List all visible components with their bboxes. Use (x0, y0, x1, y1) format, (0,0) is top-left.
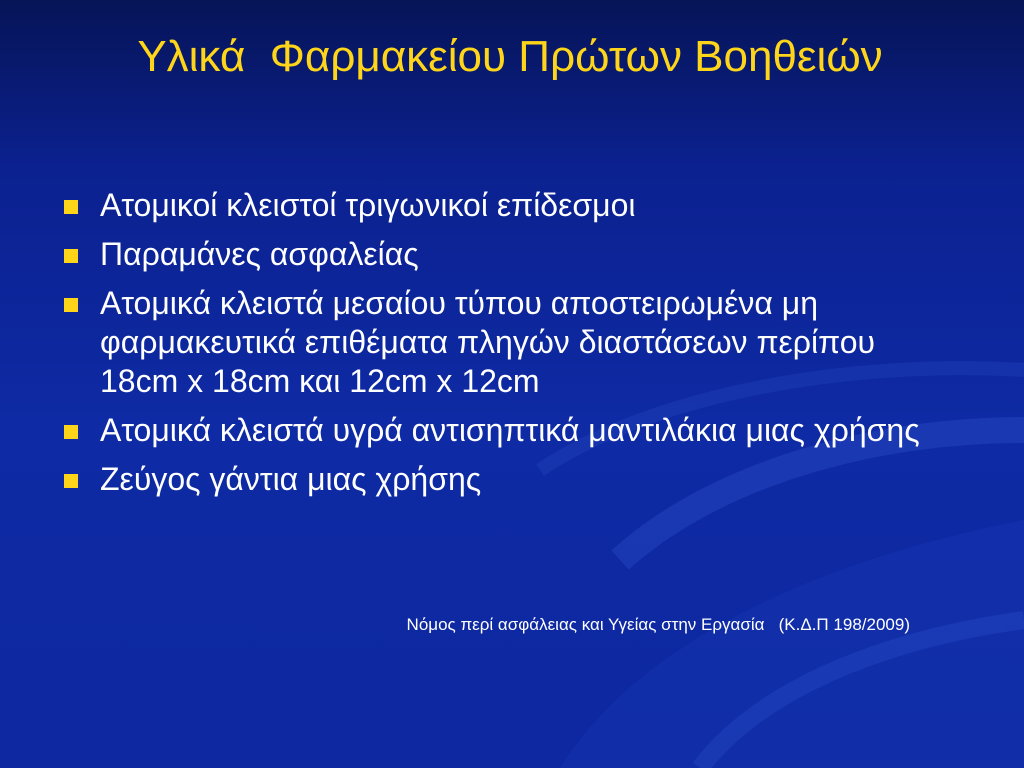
square-bullet-icon (64, 200, 78, 214)
bullet-item (60, 284, 960, 401)
bullet-text: Παραμάνες ασφαλείας (100, 236, 419, 272)
bullet-text: Ατομικά κλειστά υγρά αντισηπτικά μαντιλάκια μιας χρήσης (100, 412, 920, 448)
bullet-item (60, 411, 960, 450)
square-bullet-icon (64, 249, 78, 263)
bullet-text: Ατομικά κλειστά μεσαίου τύπου αποστειρωμένα μη φαρμακευτικά επιθέματα πληγών διαστάσεων περίπου 18cm x 18cm και 12cm x 12cm (100, 285, 876, 399)
bullet-list (60, 186, 960, 509)
bullet-item (60, 460, 960, 499)
slide-title: Υλικά Φαρμακείου Πρώτων Βοηθειών (137, 32, 883, 81)
square-bullet-icon (64, 425, 78, 439)
bullet-text: Ζεύγος γάντια μιας χρήσης (100, 461, 482, 497)
bullet-item (60, 186, 960, 225)
square-bullet-icon (64, 298, 78, 312)
square-bullet-icon (64, 474, 78, 488)
bullet-text: Ατομικοί κλειστοί τριγωνικοί επίδεσμοι (100, 187, 636, 223)
bullet-item (60, 235, 960, 274)
legal-reference-footnote: Νόμος περί ασφάλειας και Υγείας στην Εργασία (Κ.Δ.Π 198/2009) (406, 615, 910, 634)
